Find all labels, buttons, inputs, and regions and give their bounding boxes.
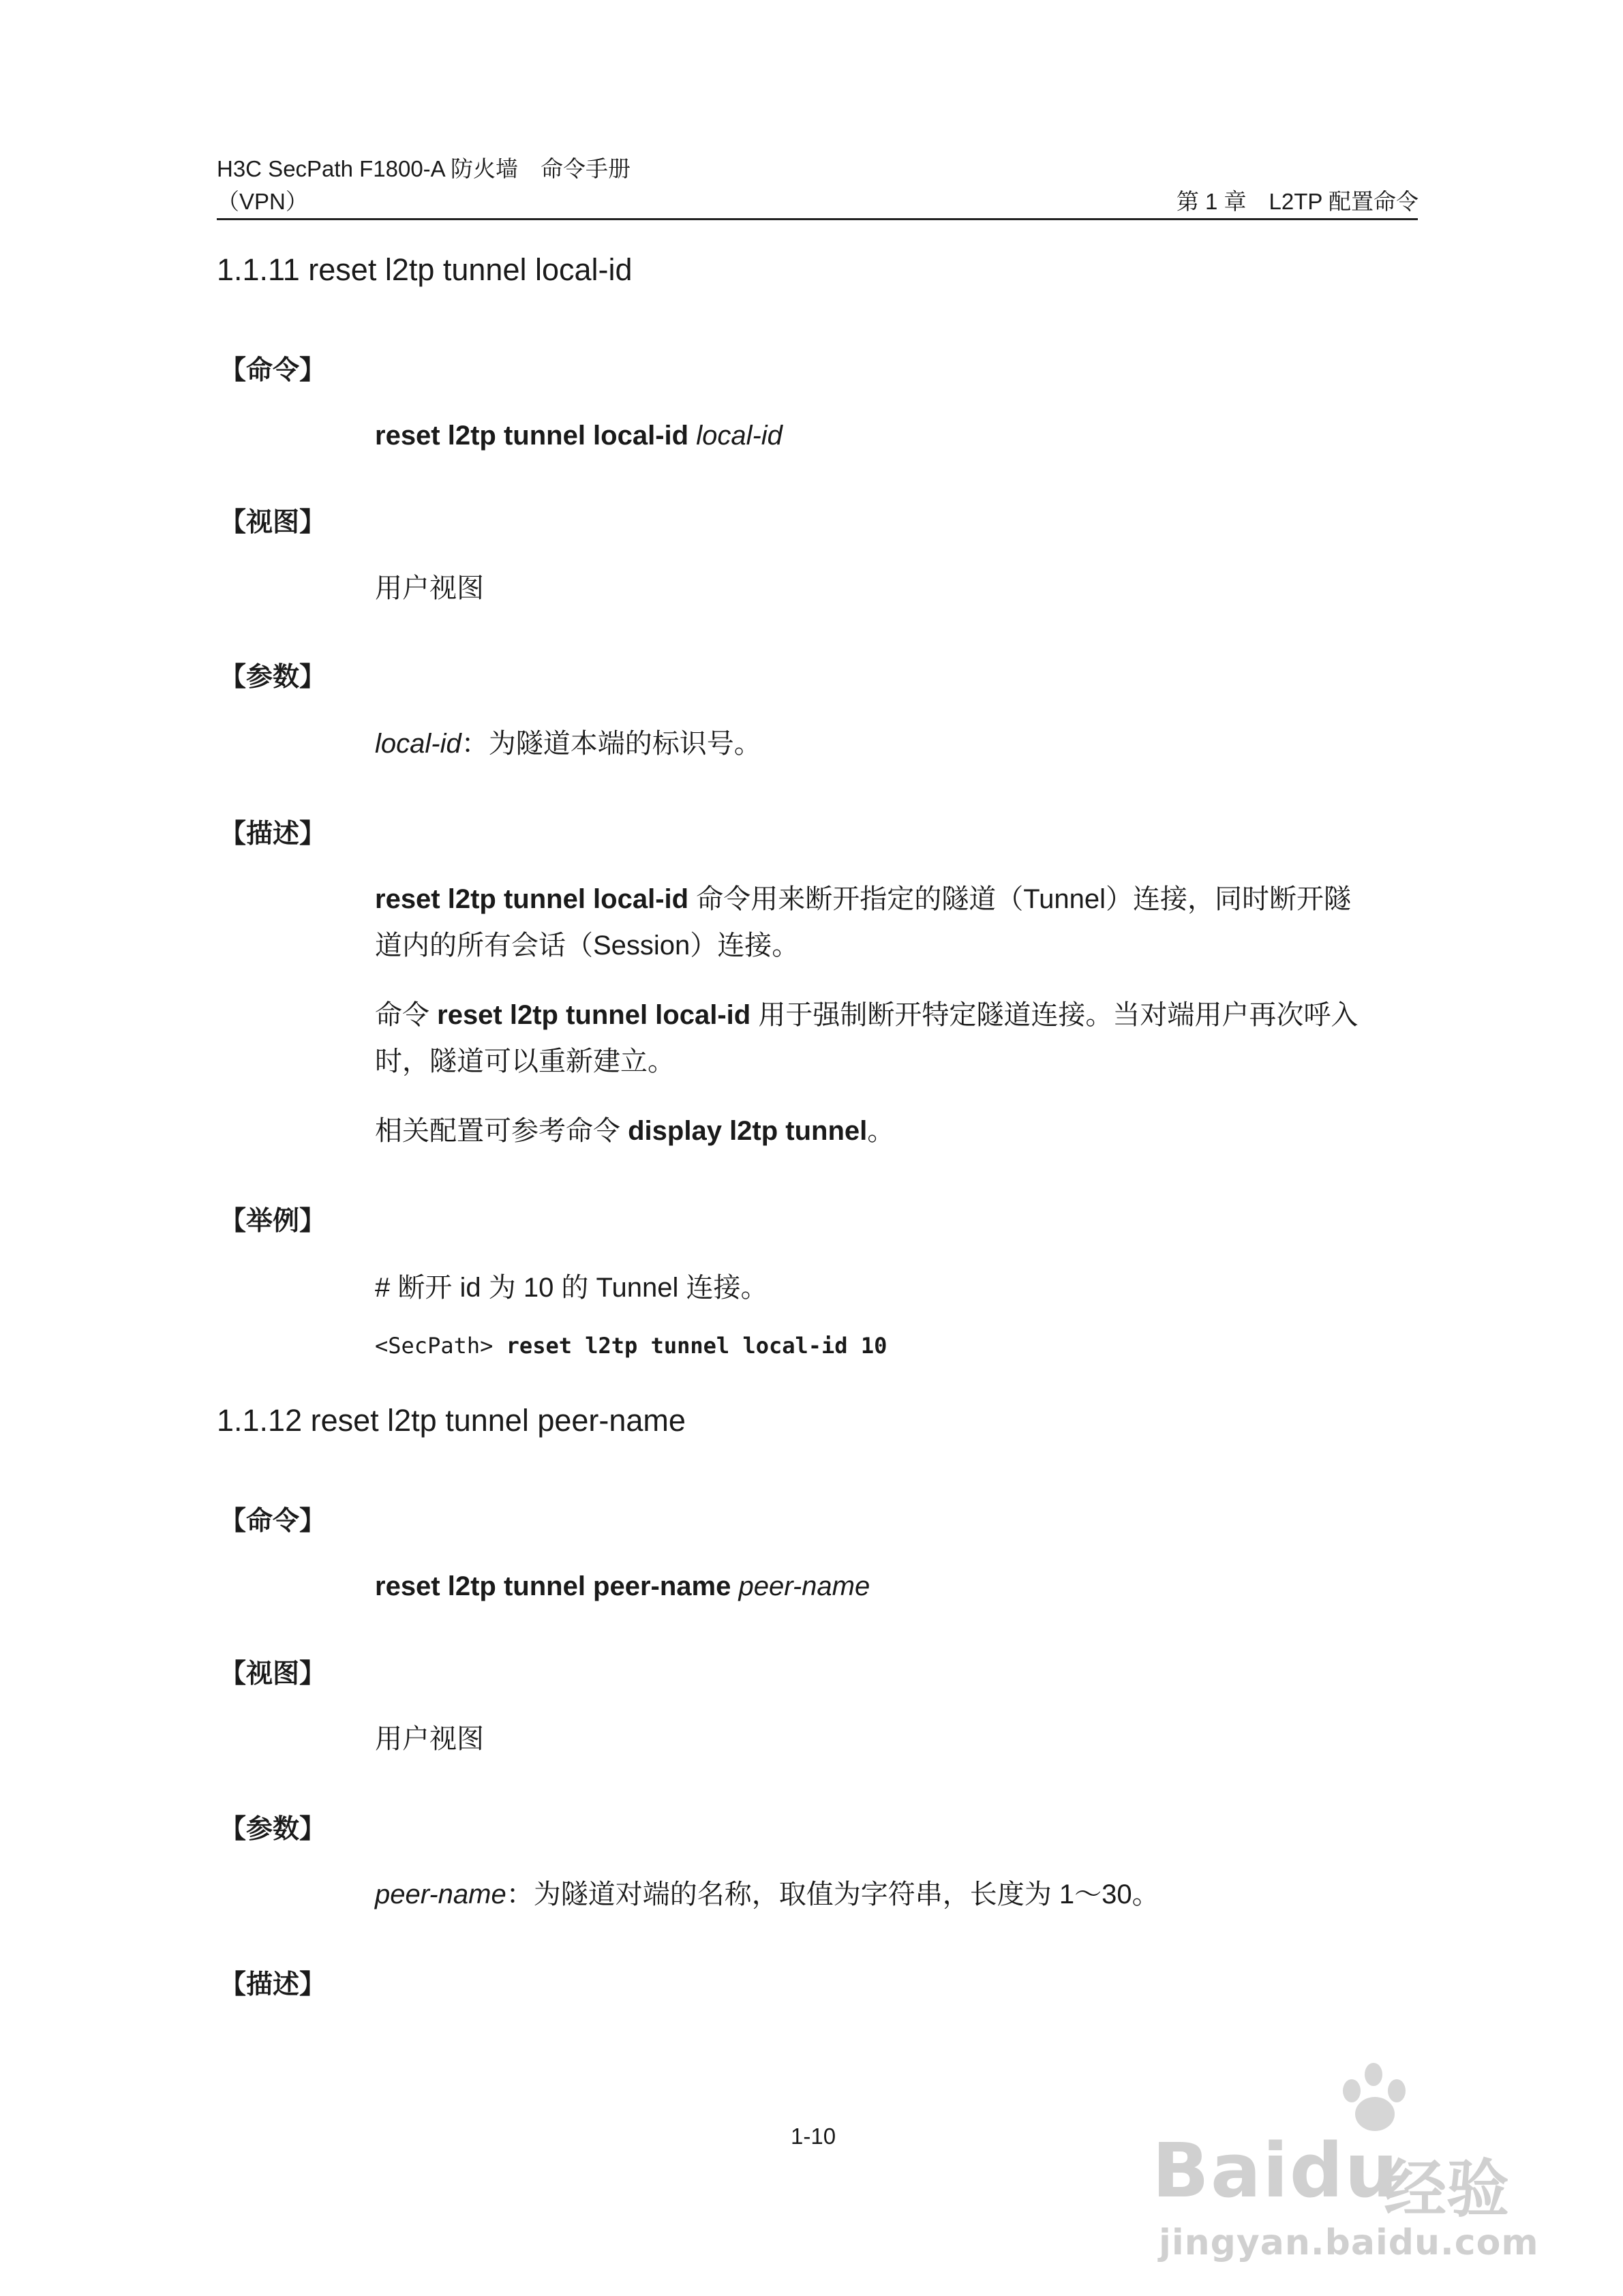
view-text-2: 用户视图 bbox=[375, 1724, 484, 1754]
view-label: 【视图】 bbox=[219, 508, 327, 537]
command-argument-2: peer-name bbox=[738, 1571, 870, 1601]
section-title-peer-name: 1.1.12 reset l2tp tunnel peer-name bbox=[217, 1403, 686, 1438]
example-code bbox=[375, 1333, 887, 1359]
command-label-2: 【命令】 bbox=[219, 1507, 327, 1536]
command-keyword-2: reset l2tp tunnel peer-name bbox=[375, 1571, 731, 1601]
desc-p3-post: 。 bbox=[867, 1116, 895, 1146]
param-line bbox=[375, 725, 761, 762]
command-syntax bbox=[375, 417, 783, 454]
command-argument: local-id bbox=[696, 421, 783, 451]
header-chapter: 第 1 章 L2TP 配置命令 bbox=[1176, 189, 1419, 214]
desc-p2-line2: 时，隧道可以重新建立。 bbox=[375, 1046, 675, 1076]
param-name: local-id bbox=[375, 729, 461, 759]
header-subtitle: （VPN） bbox=[217, 189, 308, 214]
desc-p1-line1 bbox=[375, 881, 1351, 918]
watermark-logo bbox=[1152, 2059, 1539, 2277]
header-title: H3C SecPath F1800-A 防火墙 命令手册 bbox=[217, 156, 631, 181]
example-prompt: <SecPath> bbox=[375, 1333, 506, 1359]
param-label-2: 【参数】 bbox=[219, 1815, 327, 1844]
desc-p3 bbox=[375, 1113, 894, 1149]
watermark-url: jingyan.baidu.com bbox=[1159, 2222, 1539, 2263]
example-command: reset l2tp tunnel local-id 10 bbox=[506, 1333, 888, 1359]
desc-p1-keyword: reset l2tp tunnel local-id bbox=[375, 884, 689, 914]
desc-p2-pre: 命令 bbox=[375, 1000, 438, 1030]
desc-p2-line1 bbox=[375, 997, 1358, 1033]
example-label: 【举例】 bbox=[219, 1207, 327, 1236]
view-text: 用户视图 bbox=[375, 573, 484, 603]
desc-p1-text: 命令用来断开指定的隧道（Tunnel）连接，同时断开隧 bbox=[688, 884, 1352, 914]
desc-p3-keyword: display l2tp tunnel bbox=[628, 1116, 868, 1146]
desc-label-2: 【描述】 bbox=[219, 1970, 327, 1999]
desc-p2-keyword: reset l2tp tunnel local-id bbox=[437, 1000, 751, 1030]
command-keyword: reset l2tp tunnel local-id bbox=[375, 421, 689, 451]
param-name-2: peer-name bbox=[375, 1879, 506, 1909]
paw-icon bbox=[1336, 2059, 1418, 2134]
watermark-jingyan: 经验 bbox=[1384, 2153, 1510, 2226]
param-label: 【参数】 bbox=[219, 663, 327, 692]
command-label: 【命令】 bbox=[219, 356, 327, 385]
header-rule bbox=[217, 218, 1418, 220]
desc-label: 【描述】 bbox=[219, 819, 327, 849]
desc-p1-line2: 道内的所有会话（Session）连接。 bbox=[375, 931, 800, 961]
param-desc: ：为隧道本端的标识号。 bbox=[461, 729, 761, 759]
view-label-2: 【视图】 bbox=[219, 1659, 327, 1689]
desc-p2-text: 用于强制断开特定隧道连接。当对端用户再次呼入 bbox=[750, 1000, 1359, 1030]
param-line-2 bbox=[375, 1876, 1159, 1913]
param-desc-2: ：为隧道对端的名称，取值为字符串，长度为 1～30。 bbox=[506, 1879, 1159, 1909]
desc-p3-pre: 相关配置可参考命令 bbox=[375, 1116, 628, 1146]
example-comment: # 断开 id 为 10 的 Tunnel 连接。 bbox=[375, 1273, 768, 1303]
command-syntax-2 bbox=[375, 1568, 870, 1605]
page-number: 1-10 bbox=[791, 2124, 836, 2149]
watermark-brand: Baidu bbox=[1152, 2127, 1399, 2214]
section-title-local-id: 1.1.11 reset l2tp tunnel local-id bbox=[217, 252, 633, 287]
